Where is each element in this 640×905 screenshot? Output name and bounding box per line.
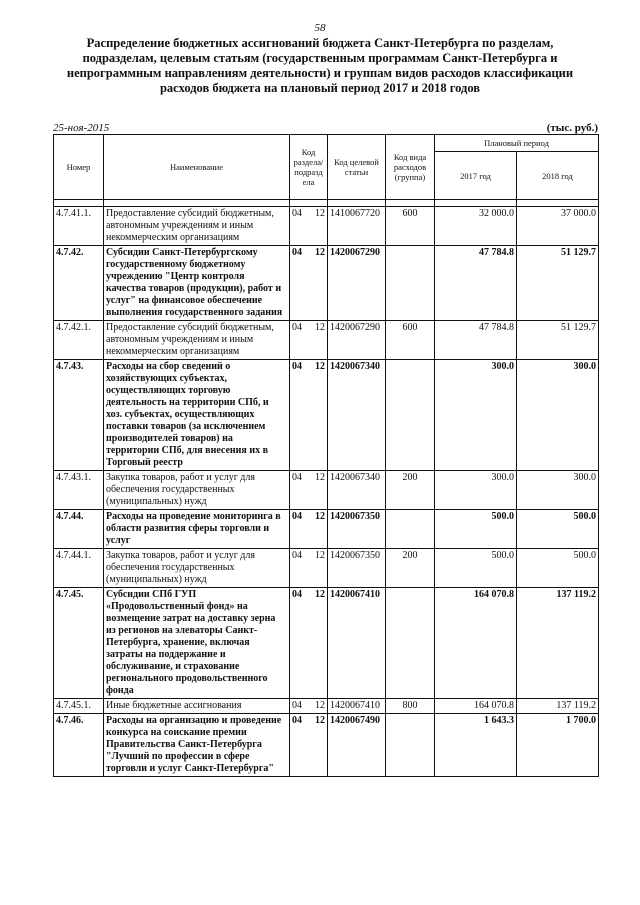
row-target-code: 1420067340 [328, 360, 386, 471]
table-row [54, 714, 599, 777]
units-label: (тыс. руб.) [546, 122, 598, 134]
row-type-code: 200 [386, 549, 435, 588]
row-name: Закупка товаров, работ и услуг для обеспечения государственных (муниципальных) нужд [104, 549, 290, 588]
table-row [54, 510, 599, 549]
row-amount-2017: 500.0 [435, 549, 517, 588]
row-number: 4.7.46. [54, 714, 104, 777]
row-section: 04 [292, 208, 302, 219]
row-section: 04 [292, 589, 302, 600]
header-year-2018: 2018 год [517, 152, 599, 200]
row-amount-2018: 37 000.0 [517, 207, 599, 246]
row-type-code: 800 [386, 699, 435, 714]
row-amount-2017: 1 643.3 [435, 714, 517, 777]
row-amount-2017: 32 000.0 [435, 207, 517, 246]
row-name: Предоставление субсидий бюджетным, автономным учреждениям и иным некоммерческим организациям [104, 207, 290, 246]
row-number: 4.7.43.1. [54, 471, 104, 510]
row-type-code: 600 [386, 321, 435, 360]
row-subsection: 12 [315, 322, 325, 333]
row-target-code: 1420067410 [328, 588, 386, 699]
row-target-code: 1420067350 [328, 510, 386, 549]
table-row [54, 321, 599, 360]
row-number: 4.7.44.1. [54, 549, 104, 588]
row-subsection: 12 [315, 700, 325, 711]
row-type-code [386, 360, 435, 471]
row-amount-2018: 51 129.7 [517, 246, 599, 321]
row-target-code: 1420067290 [328, 246, 386, 321]
table-row [54, 246, 599, 321]
row-subsection: 12 [315, 715, 325, 726]
row-section-code [290, 207, 328, 246]
row-subsection: 12 [315, 208, 325, 219]
page-number: 58 [314, 22, 326, 34]
row-amount-2018: 300.0 [517, 471, 599, 510]
header-name: Наименование [104, 135, 290, 200]
row-section-code [290, 510, 328, 549]
row-section: 04 [292, 550, 302, 561]
row-amount-2018: 51 129.7 [517, 321, 599, 360]
header-number: Номер [54, 135, 104, 200]
row-amount-2017: 47 784.8 [435, 246, 517, 321]
row-type-code [386, 510, 435, 549]
row-amount-2018: 137 119.2 [517, 699, 599, 714]
row-amount-2017: 47 784.8 [435, 321, 517, 360]
header-year-2017: 2017 год [435, 152, 517, 200]
row-type-code [386, 246, 435, 321]
row-amount-2018: 300.0 [517, 360, 599, 471]
row-type-code [386, 714, 435, 777]
row-amount-2018: 1 700.0 [517, 714, 599, 777]
row-number: 4.7.41.1. [54, 207, 104, 246]
row-section: 04 [292, 361, 302, 372]
header-planned-period: Плановый период [435, 135, 599, 152]
row-target-code: 1420067410 [328, 699, 386, 714]
row-name: Расходы на проведение мониторинга в области развития сферы торговли и услуг [104, 510, 290, 549]
row-amount-2017: 164 070.8 [435, 588, 517, 699]
row-amount-2017: 300.0 [435, 360, 517, 471]
table-row [54, 588, 599, 699]
budget-table [53, 134, 599, 777]
document-title: Распределение бюджетных ассигнований бюджета Санкт-Петербурга по разделам, подразделам, целевым статьям (государственным программам Санкт-Петербурга и непрограммным направлениям деятельности) и группам видов расходов классификации расходов бюджета на плановый период 2017 и 2018 годов [66, 36, 574, 95]
row-section-code [290, 360, 328, 471]
row-subsection: 12 [315, 589, 325, 600]
row-section: 04 [292, 511, 302, 522]
row-amount-2018: 500.0 [517, 510, 599, 549]
row-name: Субсидии Санкт-Петербургскому государственному бюджетному учреждению "Центр контроля качества товаров (продукции), работ и услуг" на финансовое обеспечение выполнения государственного задания [104, 246, 290, 321]
row-subsection: 12 [315, 247, 325, 258]
row-amount-2018: 137 119.2 [517, 588, 599, 699]
row-section-code [290, 471, 328, 510]
row-section-code [290, 699, 328, 714]
document-date: 25-ноя-2015 [53, 122, 110, 134]
row-section-code [290, 588, 328, 699]
row-section: 04 [292, 715, 302, 726]
row-amount-2017: 164 070.8 [435, 699, 517, 714]
table-row [54, 471, 599, 510]
row-name: Предоставление субсидий бюджетным, автономным учреждениям и иным некоммерческим организациям [104, 321, 290, 360]
row-amount-2017: 500.0 [435, 510, 517, 549]
row-section: 04 [292, 472, 302, 483]
row-section: 04 [292, 322, 302, 333]
header-section: Код раздела/ подразд ела [290, 135, 328, 200]
row-type-code [386, 588, 435, 699]
row-target-code: 1420067340 [328, 471, 386, 510]
row-number: 4.7.45.1. [54, 699, 104, 714]
row-number: 4.7.45. [54, 588, 104, 699]
row-number: 4.7.43. [54, 360, 104, 471]
table-body [54, 207, 599, 777]
table-row [54, 549, 599, 588]
row-section-code [290, 549, 328, 588]
row-name: Расходы на сбор сведений о хозяйствующих субъектах, осуществляющих торговую деятельность на территории СПб, и хоз. субъектах, осуществляющих поставки товаров (за исключением производителей товаров) на территории СПб, для внесения их в Торговый реестр [104, 360, 290, 471]
row-section-code [290, 714, 328, 777]
row-subsection: 12 [315, 361, 325, 372]
row-type-code: 200 [386, 471, 435, 510]
row-amount-2017: 300.0 [435, 471, 517, 510]
row-name: Субсидии СПб ГУП «Продовольственный фонд» на возмещение затрат на доставку зерна из регионов на элеваторы Санкт-Петербурга, хранение, включая затраты на поддержание и обслуживание, и страхование регионального продовольственного фонда [104, 588, 290, 699]
row-number: 4.7.44. [54, 510, 104, 549]
row-name: Закупка товаров, работ и услуг для обеспечения государственных (муниципальных) нужд [104, 471, 290, 510]
table-row [54, 699, 599, 714]
row-type-code: 600 [386, 207, 435, 246]
row-target-code: 1420067490 [328, 714, 386, 777]
row-section: 04 [292, 247, 302, 258]
row-section-code [290, 246, 328, 321]
row-amount-2018: 500.0 [517, 549, 599, 588]
header-type: Код вида расходов (группа) [386, 135, 435, 200]
row-number: 4.7.42.1. [54, 321, 104, 360]
row-number: 4.7.42. [54, 246, 104, 321]
row-target-code: 1420067290 [328, 321, 386, 360]
row-section-code [290, 321, 328, 360]
header-target: Код целевой статьи [328, 135, 386, 200]
table-row [54, 360, 599, 471]
row-subsection: 12 [315, 472, 325, 483]
table-row [54, 207, 599, 246]
row-target-code: 1410067720 [328, 207, 386, 246]
row-section: 04 [292, 700, 302, 711]
row-subsection: 12 [315, 511, 325, 522]
row-subsection: 12 [315, 550, 325, 561]
row-target-code: 1420067350 [328, 549, 386, 588]
row-name: Иные бюджетные ассигнования [104, 699, 290, 714]
row-name: Расходы на организацию и проведение конкурса на соискание премии Правительства Санкт-Петербурга "Лучший по профессии в сфере торговли и услуг Санкт-Петербурга" [104, 714, 290, 777]
